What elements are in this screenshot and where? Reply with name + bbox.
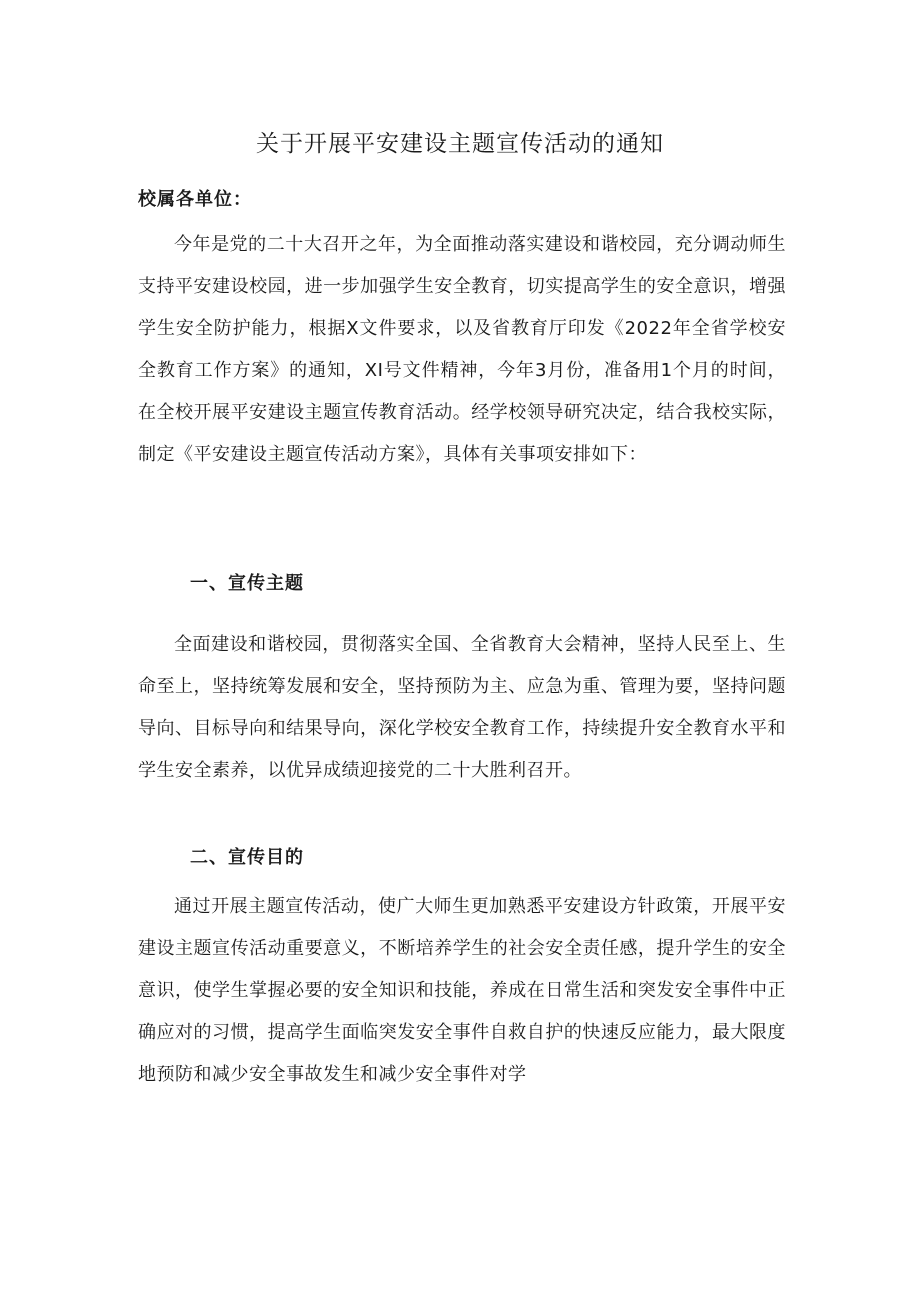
document-title: 关于开展平安建设主题宣传活动的通知 — [256, 131, 664, 157]
section-heading-theme: 一、宣传主题 — [190, 573, 304, 594]
section-body-theme: 全面建设和谐校园，贯彻落实全国、全省教育大会精神，坚持人民至上、生命至上，坚持统筹发展和安全，坚持预防为主、应急为重、管理为要，坚持问题导向、目标导向和结果导向，深化学校安全教育工作，持续提升安全教育水平和学生安全素养，以优异成绩迎接党的二十大胜利召开。 — [138, 634, 786, 781]
addressee: 校属各单位： — [138, 189, 252, 210]
section-heading-purpose: 二、宣传目的 — [190, 847, 304, 868]
section-body-purpose: 通过开展主题宣传活动，使广大师生更加熟悉平安建设方针政策，开展平安建设主题宣传活动重要意义，不断培养学生的社会安全责任感，提升学生的安全意识，使学生掌握必要的安全知识和技能，养成在日常生活和突发安全事件中正确应对的习惯，提高学生面临突发安全事件自救自护的快速反应能力，最大限度地预防和减少安全事故发生和减少安全事件对学 — [138, 896, 786, 1085]
intro-paragraph: 今年是党的二十大召开之年，为全面推动落实建设和谐校园，充分调动师生支持平安建设校园，进一步加强学生安全教育，切实提高学生的安全意识，增强学生安全防护能力，根据X文件要求，以及省教育厅印发《2022年全省学校安全教育工作方案》的通知，XI号文件精神，今年3月份，准备用1个月的时间，在全校开展平安建设主题宣传教育活动。经学校领导研究决定，结合我校实际，制定《平安建设主题宣传活动方案》，具体有关事项安排如下： — [138, 234, 786, 465]
